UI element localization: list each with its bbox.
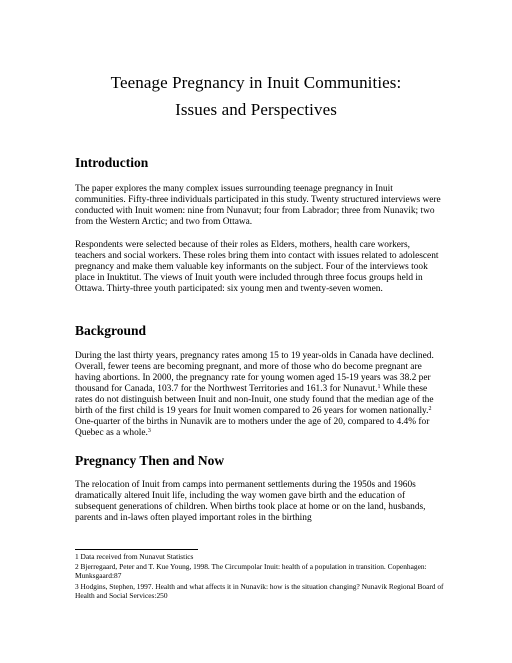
footnote-ref-2: 2 <box>428 406 432 412</box>
footnote-ref-1: 1 <box>377 384 381 390</box>
document-title-line-2: Issues and Perspectives <box>175 100 337 119</box>
background-text-part-1: During the last thirty years, pregnancy rates among 15 to 19 year-olds in Canada have declined. Overall, fewer teens are becoming pregnant, and more of those who do become pregnant are having abortions. In 2000, the pregnancy rate for young women aged 15-19 years was 38.2 per thousand for Canada, 103.7 for the Northwest Territories and 161.3 for Nunavut. <box>75 351 434 394</box>
introduction-paragraph-2: Respondents were selected because of their roles as Elders, mothers, health care workers, teachers and social workers. These roles bring them into contact with issues related to adolescent pregnancy and make them valuable key informants on the subject. Four of the interviews took place in Inuktitut. The views of Inuit youth were included through three focus groups held in Ottawa. Thirty-three youth participated: six young men and twenty-seven women. <box>75 240 439 294</box>
footnote-1: 1 Data received from Nunavut Statistics <box>75 552 194 561</box>
background-heading: Background <box>75 323 147 338</box>
background-text-part-3: One-quarter of the births in Nunavik are to mothers under the age of 20, compared to 4.4% for Quebec as a whole. <box>75 417 430 438</box>
pregnancy-then-and-now-heading: Pregnancy Then and Now <box>75 453 225 468</box>
footnote-2: 2 Bjerregaard, Peter and T. Kue Young, 1998. The Circumpolar Inuit: health of a population in transition. Copenhagen: Munksgaard:87 <box>75 562 427 580</box>
document-title-line-1: Teenage Pregnancy in Inuit Communities: <box>110 73 402 92</box>
background-paragraph <box>75 351 443 439</box>
footnote-separator <box>75 549 198 550</box>
footnote-ref-3: 3 <box>147 428 151 434</box>
background-text-part-2: While these rates do not distinguish between Inuit and non-Inuit, one study found that the median age of the birth of the first child is 19 years for Inuit women compared to 26 years for women nationally. <box>75 384 434 416</box>
introduction-paragraph-1: The paper explores the many complex issues surrounding teenage pregnancy in Inuit communities. Fifty-three individuals participated in this study. Twenty structured interviews were conducted with Inuit women: nine from Nunavut; four from Labrador; three from Nunavik; two from the Western Arctic; and two from Ottawa. <box>75 184 441 227</box>
footnote-3: 3 Hodgins, Stephen, 1997. Health and what affects it in Nunavik: how is the situation changing? Nunavik Regional Board of Health and Social Services:250 <box>75 582 444 600</box>
introduction-heading: Introduction <box>75 155 149 170</box>
pregnancy-paragraph: The relocation of Inuit from camps into permanent settlements during the 1950s and 1960s dramatically altered Inuit life, including the way women gave birth and the education of subsequent generations of children. When births took place at home or on the land, husbands, parents and in-laws often played important roles in the birthing <box>75 480 426 523</box>
